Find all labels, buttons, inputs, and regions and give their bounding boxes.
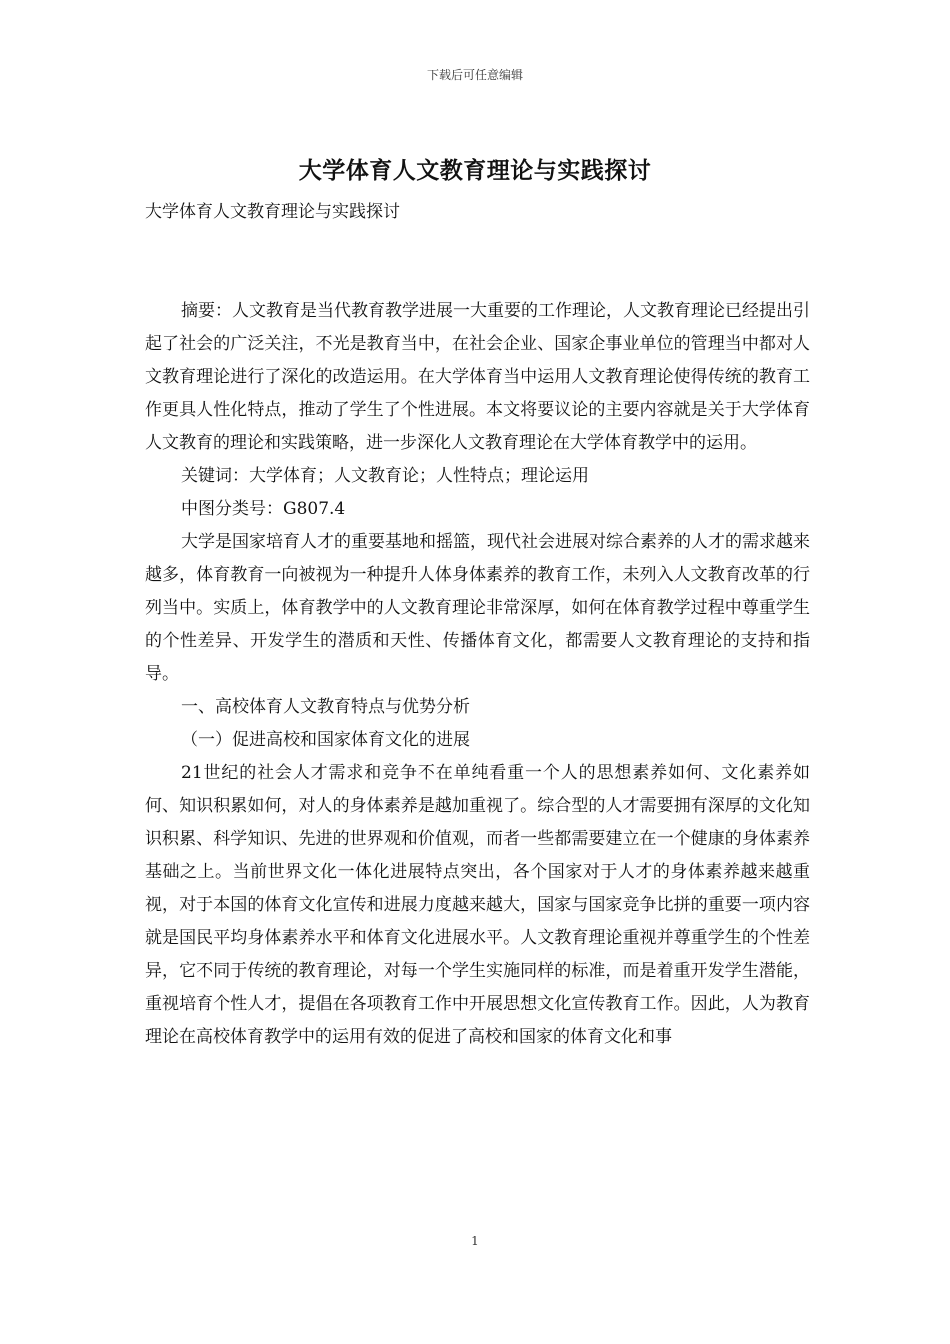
document-body <box>145 196 810 1054</box>
classification-paragraph: 中图分类号：G807.4 <box>181 499 346 519</box>
section-heading-1: 一、高校体育人文教育特点与优势分析 <box>181 697 470 717</box>
document-subtitle: 大学体育人文教育理论与实践探讨 <box>145 202 400 222</box>
subsection-heading-1: （一）促进高校和国家体育文化的进展 <box>181 730 470 750</box>
page-number: 1 <box>471 1234 479 1248</box>
body-paragraph: 21世纪的社会人才需求和竞争不在单纯看重一个人的思想素养如何、文化素养如何、知识积累如何，对人的身体素养是越加重视了。综合型的人才需要拥有深厚的文化知识积累、科学知识、先进的世界观和价值观，而者一些都需要建立在一个健康的身体素养基础之上。当前世界文化一体化进展特点突出，各个国家对于人才的身体素养越来越重视，对于本国的体育文化宣传和进展力度越来越大，国家与国家竞争比拼的重要一项内容就是国民平均身体素养水平和体育文化进展水平。人文教育理论重视并尊重学生的个性差异，它不同于传统的教育理论，对每一个学生实施同样的标准，而是着重开发学生潜能，重视培育个性人才，提倡在各项教育工作中开展思想文化宣传教育工作。因此，人为教育理论在高校体育教学中的运用有效的促进了高校和国家的体育文化和事 <box>145 763 810 1047</box>
header-note: 下载后可任意编辑 <box>426 68 523 82</box>
abstract-paragraph: 摘要：人文教育是当代教育教学进展一大重要的工作理论，人文教育理论已经提出引起了社会的广泛关注，不光是教育当中，在社会企业、国家企事业单位的管理当中都对人文教育理论进行了深化的改造运用。在大学体育当中运用人文教育理论使得传统的教育工作更具人性化特点，推动了学生了个性进展。本文将要议论的主要内容就是关于大学体育人文教育的理论和实践策略，进一步深化人文教育理论在大学体育教学中的运用。 <box>145 301 810 453</box>
keywords-paragraph: 关键词：大学体育；人文教育论；人性特点；理论运用 <box>181 466 589 486</box>
intro-paragraph: 大学是国家培育人才的重要基地和摇篮，现代社会进展对综合素养的人才的需求越来越多，体育教育一向被视为一种提升人体身体素养的教育工作，未列入人文教育改革的行列当中。实质上，体育教学中的人文教育理论非常深厚，如何在体育教学过程中尊重学生的个性差异、开发学生的潜质和天性、传播体育文化，都需要人文教育理论的支持和指导。 <box>145 532 810 684</box>
document-title: 大学体育人文教育理论与实践探讨 <box>298 158 652 184</box>
